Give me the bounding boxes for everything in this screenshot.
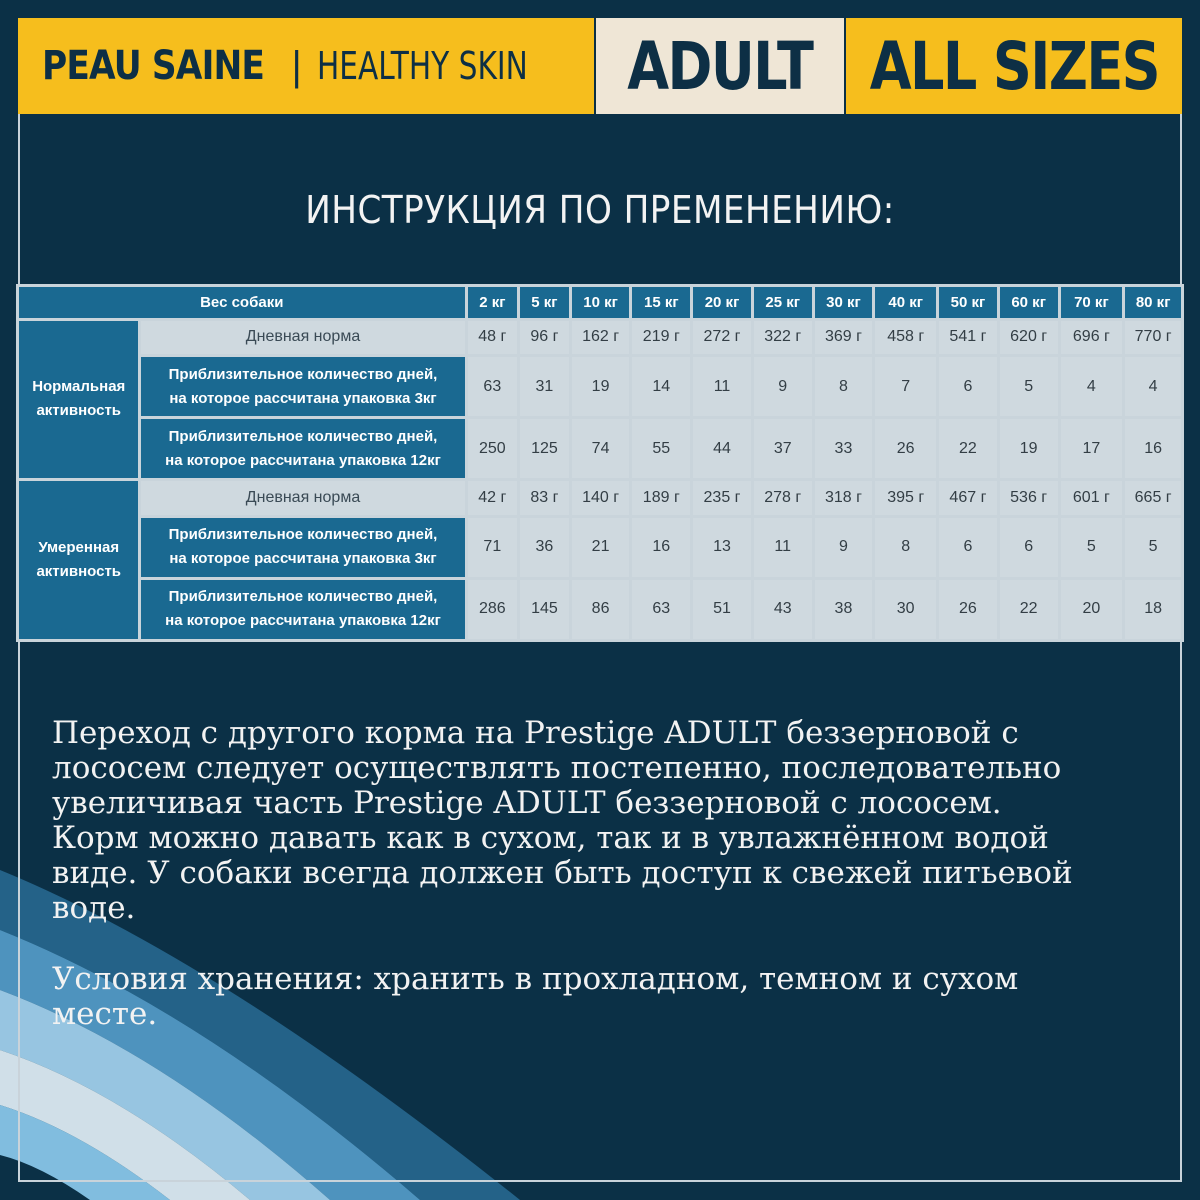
table-row: [19, 518, 1181, 577]
weight-column-header: 5 кг: [520, 287, 569, 318]
page-title: ИНСТРУКЦИЯ ПО ПРЕМЕНЕНИЮ:: [305, 188, 895, 232]
table-cell: 11: [693, 357, 751, 416]
header-left-bold: PEAU SAINE: [42, 43, 265, 89]
table-row: [19, 481, 1181, 515]
weight-column-header: 10 кг: [572, 287, 630, 318]
header-adult: ADULT: [627, 27, 813, 105]
activity-group-line: активность: [36, 402, 122, 420]
text-line: Корм можно давать как в сухом, так и в увлажнённом водой: [52, 820, 1049, 856]
row-label: [141, 321, 464, 355]
table-cell: 31: [520, 357, 569, 416]
table-cell: 63: [468, 357, 518, 416]
weight-column-header: 80 кг: [1125, 287, 1181, 318]
weight-column-header: 70 кг: [1061, 287, 1123, 318]
table-cell: 125: [520, 419, 569, 478]
table-cell: 71: [468, 518, 518, 577]
storage-paragraph: [52, 962, 1152, 1032]
table-cell: 22: [1000, 580, 1058, 639]
table-cell: 286: [468, 580, 518, 639]
table-cell: 16: [1125, 419, 1181, 478]
text-line: лососем следует осуществлять постепенно, последовательно: [52, 750, 1062, 786]
table-cell: 272 г: [693, 321, 751, 355]
table-cell: 4: [1125, 357, 1181, 416]
text-line: воде.: [52, 890, 136, 926]
table-cell: 21: [572, 518, 630, 577]
weight-column-header: 30 кг: [815, 287, 873, 318]
table-cell: 63: [632, 580, 690, 639]
table-cell: 6: [1000, 518, 1058, 577]
header-left-block: [18, 18, 594, 114]
header-band: [0, 0, 1200, 114]
table-cell: 140 г: [572, 481, 630, 515]
table-cell: 5: [1000, 357, 1058, 416]
table-header-row: [19, 287, 1181, 318]
table-cell: 6: [939, 518, 997, 577]
table-row: [19, 321, 1181, 355]
instructions-text: [52, 716, 1152, 1068]
table-cell: 48 г: [468, 321, 518, 355]
row-label-line: на которое рассчитана упаковка 3кг: [169, 550, 437, 568]
row-label-line: на которое рассчитана упаковка 12кг: [165, 451, 441, 469]
weight-column-header: 15 кг: [632, 287, 690, 318]
table-cell: 42 г: [468, 481, 518, 515]
row-label-line: Приблизительное количество дней,: [168, 427, 438, 445]
text-line: виде. У собаки всегда должен быть доступ к свежей питьевой: [52, 855, 1073, 891]
table-cell: 8: [875, 518, 936, 577]
weight-column-header: 40 кг: [875, 287, 936, 318]
row-label-line: Дневная норма: [245, 489, 361, 507]
table-row: [19, 580, 1181, 639]
table-cell: 235 г: [693, 481, 751, 515]
table-cell: 33: [815, 419, 873, 478]
table-cell: 5: [1125, 518, 1181, 577]
header-all-sizes: ALL SIZES: [869, 27, 1159, 105]
table-cell: 467 г: [939, 481, 997, 515]
table-cell: 26: [939, 580, 997, 639]
table-cell: 96 г: [520, 321, 569, 355]
table-cell: 696 г: [1061, 321, 1123, 355]
table-cell: 6: [939, 357, 997, 416]
table-cell: 9: [815, 518, 873, 577]
activity-group-line: Умеренная: [38, 539, 120, 557]
table-cell: 318 г: [815, 481, 873, 515]
text-line: увеличивая часть Prestige ADULT беззерновой с лососем.: [52, 785, 1002, 821]
table-cell: 770 г: [1125, 321, 1181, 355]
table-cell: 55: [632, 419, 690, 478]
row-label-line: Приблизительное количество дней,: [168, 588, 438, 606]
table-cell: 17: [1061, 419, 1123, 478]
table-cell: 278 г: [754, 481, 812, 515]
table-cell: 19: [572, 357, 630, 416]
weight-column-header: 60 кг: [1000, 287, 1058, 318]
table-cell: 18: [1125, 580, 1181, 639]
header-right-block: [846, 18, 1182, 114]
row-label-line: на которое рассчитана упаковка 12кг: [165, 612, 441, 630]
table-cell: 9: [754, 357, 812, 416]
table-row: [19, 419, 1181, 478]
activity-group-label: [19, 481, 138, 639]
table-cell: 665 г: [1125, 481, 1181, 515]
table-cell: 601 г: [1061, 481, 1123, 515]
weight-header: Вес собаки: [19, 287, 465, 318]
table-cell: 14: [632, 357, 690, 416]
table-cell: 43: [754, 580, 812, 639]
header-separator: |: [290, 44, 304, 88]
row-label: [141, 481, 464, 515]
table-cell: 322 г: [754, 321, 812, 355]
table-cell: 395 г: [875, 481, 936, 515]
table-cell: 20: [1061, 580, 1123, 639]
table-cell: 541 г: [939, 321, 997, 355]
table-cell: 162 г: [572, 321, 630, 355]
table-cell: 458 г: [875, 321, 936, 355]
weight-column-header: 2 кг: [468, 287, 518, 318]
table-cell: 250: [468, 419, 518, 478]
table-cell: 38: [815, 580, 873, 639]
table-cell: 7: [875, 357, 936, 416]
table-cell: 37: [754, 419, 812, 478]
table-cell: 36: [520, 518, 569, 577]
table-cell: 16: [632, 518, 690, 577]
activity-group-line: Нормальная: [32, 378, 126, 396]
activity-group-label: [19, 321, 138, 479]
table-cell: 30: [875, 580, 936, 639]
transition-paragraph: [52, 716, 1152, 926]
table-cell: 369 г: [815, 321, 873, 355]
table-cell: 83 г: [520, 481, 569, 515]
activity-group-line: активность: [36, 563, 122, 581]
table-cell: 13: [693, 518, 751, 577]
table-cell: 51: [693, 580, 751, 639]
weight-column-header: 25 кг: [754, 287, 812, 318]
table-cell: 4: [1061, 357, 1123, 416]
row-label: [141, 419, 464, 478]
row-label: [141, 580, 464, 639]
row-label-line: на которое рассчитана упаковка 3кг: [169, 389, 437, 407]
table-cell: 44: [693, 419, 751, 478]
header-middle-block: [596, 18, 844, 114]
weight-column-header: 20 кг: [693, 287, 751, 318]
table-cell: 26: [875, 419, 936, 478]
feeding-table: [16, 284, 1184, 642]
text-line: Условия хранения: хранить в прохладном, темном и сухом: [52, 961, 1019, 997]
table-cell: 536 г: [1000, 481, 1058, 515]
table-cell: 8: [815, 357, 873, 416]
table-cell: 620 г: [1000, 321, 1058, 355]
table-cell: 11: [754, 518, 812, 577]
row-label: [141, 518, 464, 577]
row-label-line: Приблизительное количество дней,: [168, 526, 438, 544]
text-line: Переход с другого корма на Prestige ADULT беззерновой с: [52, 715, 1019, 751]
table-cell: 74: [572, 419, 630, 478]
row-label: [141, 357, 464, 416]
header-left-light: HEALTHY SKIN: [317, 44, 528, 88]
table-cell: 145: [520, 580, 569, 639]
table-cell: 5: [1061, 518, 1123, 577]
table-row: [19, 357, 1181, 416]
weight-column-header: 50 кг: [939, 287, 997, 318]
table-cell: 219 г: [632, 321, 690, 355]
table-cell: 86: [572, 580, 630, 639]
row-label-line: Дневная норма: [245, 328, 361, 346]
row-label-line: Приблизительное количество дней,: [168, 365, 438, 383]
table-cell: 22: [939, 419, 997, 478]
text-line: месте.: [52, 996, 158, 1032]
table-cell: 19: [1000, 419, 1058, 478]
table-cell: 189 г: [632, 481, 690, 515]
